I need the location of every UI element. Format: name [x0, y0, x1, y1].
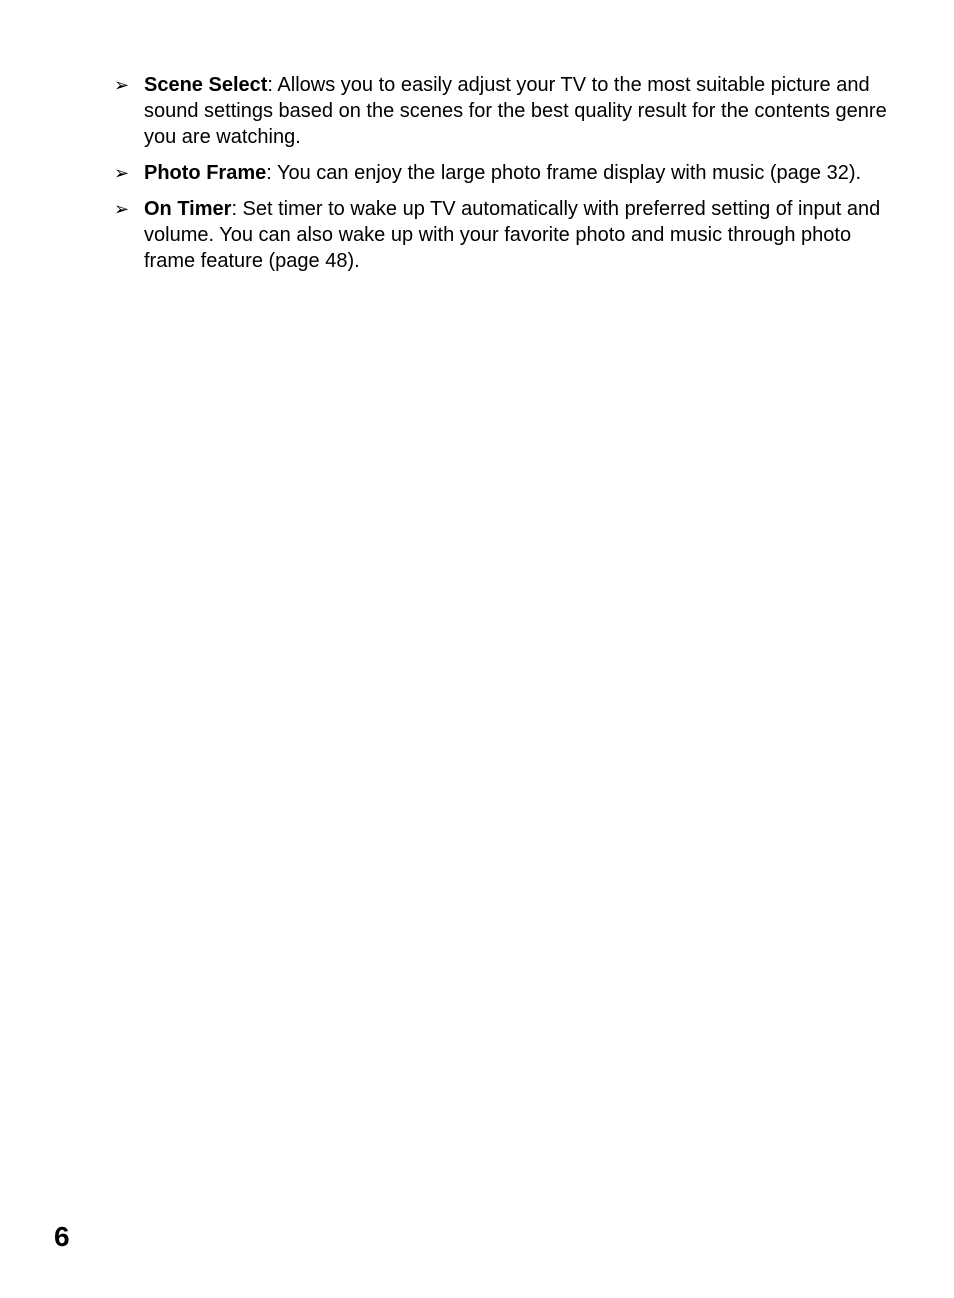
- list-item-scene-select: [114, 72, 894, 150]
- feature-list: [114, 72, 894, 284]
- arrow-bullet-icon: ➢: [114, 75, 130, 95]
- item-term: On Timer: [144, 198, 232, 220]
- item-description: : Allows you to easily adjust your TV to the most suitable picture and sound settings based on the scenes for the best quality result for the contents genre you are watching.: [144, 74, 887, 148]
- item-term: Photo Frame: [144, 162, 267, 184]
- item-term: Scene Select: [144, 74, 268, 96]
- item-description: : You can enjoy the large photo frame display with music (page 32).: [266, 162, 862, 184]
- page-number: 6: [54, 1221, 70, 1252]
- arrow-bullet-icon: ➢: [114, 199, 130, 219]
- list-item-on-timer: [114, 196, 894, 274]
- item-description: : Set timer to wake up TV automatically with preferred setting of input and volume. You can also wake up with your favorite photo and music through photo frame feature (page 48).: [144, 198, 881, 272]
- arrow-bullet-icon: ➢: [114, 163, 130, 183]
- list-item-photo-frame: [114, 160, 894, 186]
